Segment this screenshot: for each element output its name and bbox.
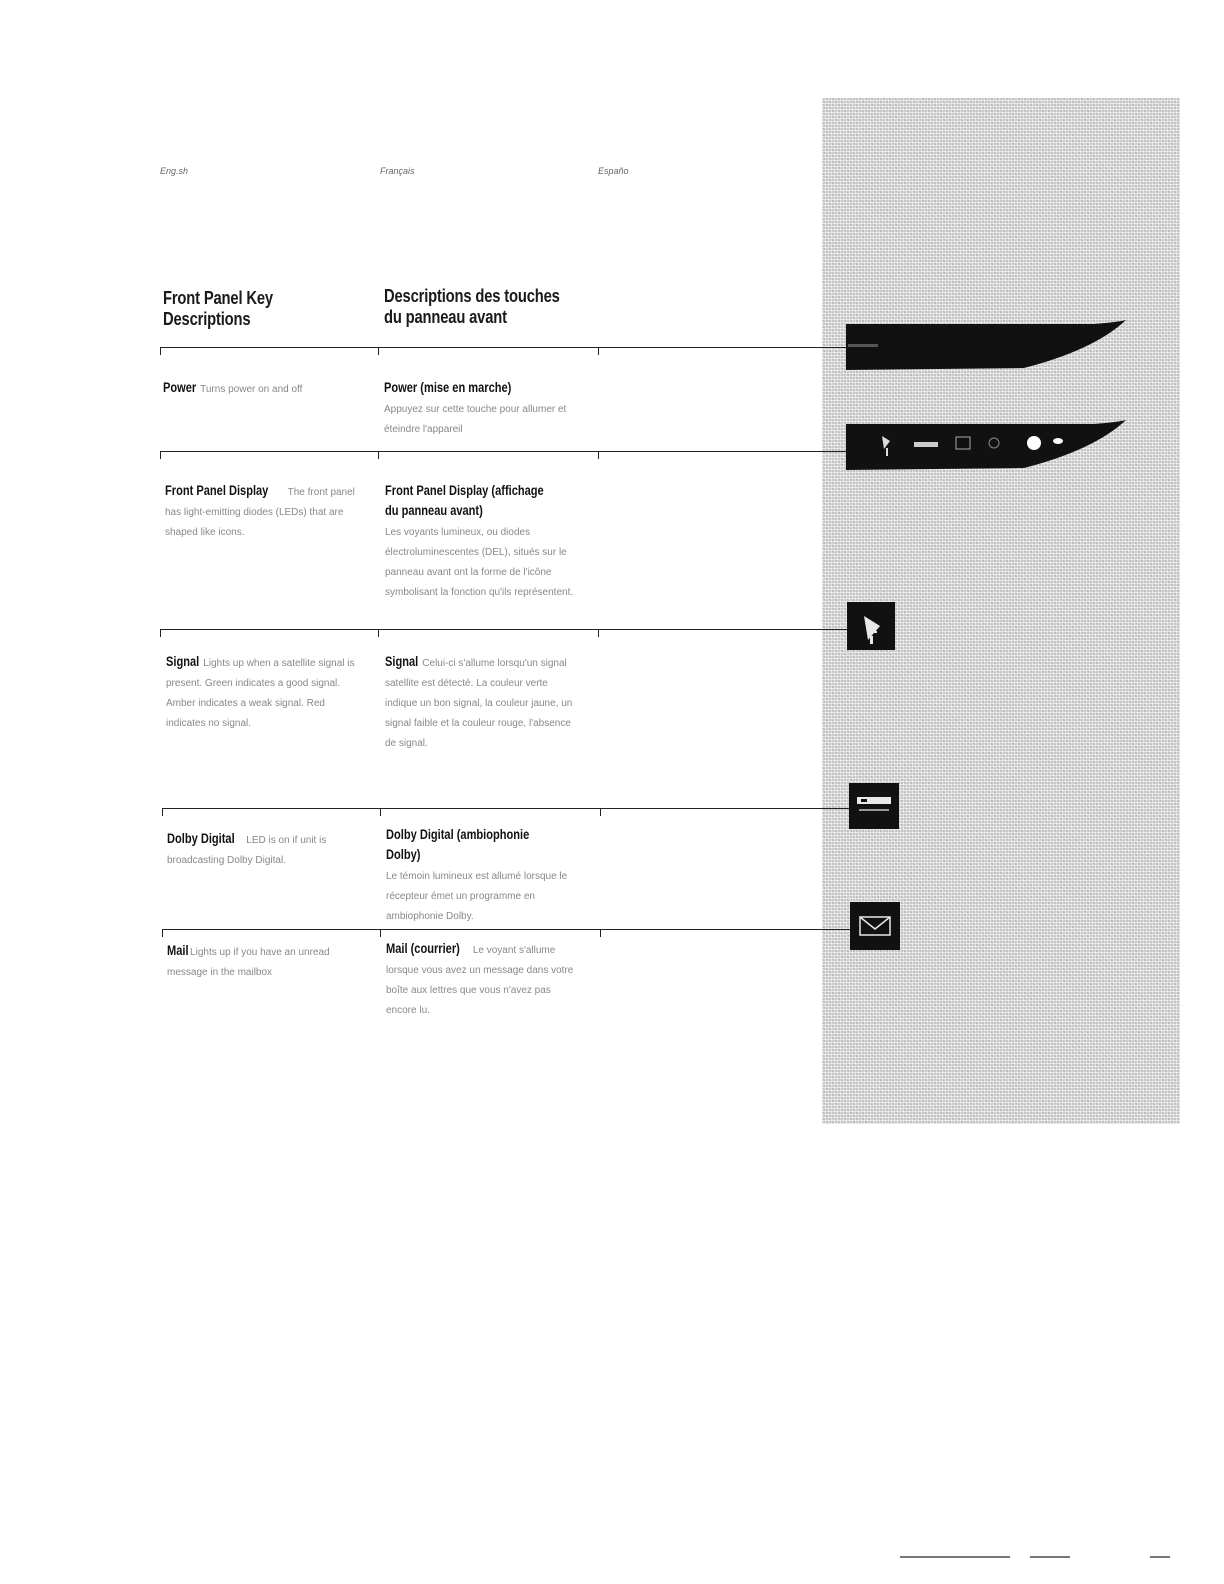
term-power-french: Power (mise en marche)	[384, 380, 512, 395]
rule-tick	[598, 451, 599, 459]
desc-power-french: Appuyez sur cette touche pour allumer et éteindre l'appareil	[384, 404, 567, 435]
scan-artifact	[1030, 1556, 1070, 1558]
rule-tick	[380, 929, 381, 937]
term-dolby-digital: Dolby Digital	[167, 831, 235, 846]
rule-tick	[598, 347, 599, 355]
rule-tick	[378, 629, 379, 637]
entry-signal-english	[166, 652, 362, 734]
term-dolby-digital-french: Dolby Digital (ambiophonie Dolby)	[386, 827, 530, 862]
desc-display-french: Les voyants lumineux, ou diodes électroluminescentes (DEL), situés sur le panneau avant ont la forme de l'icône symbolisant la fonction qu'ils représentent.	[385, 527, 574, 598]
receiver-panel-top-image	[844, 320, 1128, 372]
desc-dolby-french: Le témoin lumineux est allumé lorsque le récepteur émet un programme en ambiophonie Dolby.	[386, 871, 568, 922]
dolby-digital-icon	[849, 783, 899, 829]
scan-artifact	[1150, 1556, 1170, 1558]
heading-french-line1: Descriptions des touches	[384, 286, 560, 306]
desc-power-english: Turns power on and off	[200, 384, 303, 395]
entry-dolby-french	[386, 825, 580, 927]
heading-french	[384, 286, 560, 328]
signal-led-tile	[847, 602, 895, 650]
term-power: Power	[163, 380, 197, 395]
language-label-english: Eng.sh	[160, 166, 189, 176]
language-label-spanish: Españo	[598, 166, 629, 176]
rule-tick	[378, 451, 379, 459]
desc-mail-french: Le voyant s'allume lorsque vous avez un message dans votre boîte aux lettres que vous n'avez pas encore lu.	[386, 945, 574, 1016]
language-label-french: Français	[380, 166, 415, 176]
callout-rule-display	[160, 451, 850, 452]
receiver-panel-front-image	[844, 420, 1128, 472]
power-button-icon	[1027, 436, 1041, 450]
rule-tick	[160, 451, 161, 459]
desc-display-english: The front panel has light-emitting diodes (LEDs) that are shaped like icons.	[165, 487, 355, 538]
mail-envelope-icon	[850, 902, 900, 950]
rule-tick	[162, 929, 163, 937]
rule-tick	[600, 929, 601, 937]
rule-tick	[600, 808, 601, 816]
desc-mail-english: Lights up if you have an unread message in the mailbox	[167, 947, 330, 978]
entry-mail-english	[167, 941, 363, 983]
rule-tick	[160, 347, 161, 355]
satellite-dish-icon	[847, 602, 895, 650]
entry-dolby-english	[167, 829, 363, 871]
entry-power-english	[163, 378, 363, 400]
entry-mail-french	[386, 939, 576, 1021]
entry-signal-french	[385, 652, 575, 754]
term-signal: Signal	[166, 654, 200, 669]
heading-english	[163, 288, 273, 330]
term-mail-french: Mail (courrier)	[386, 941, 460, 956]
callout-rule-mail	[162, 929, 852, 930]
term-front-panel-display-french: Front Panel Display (affichage du panneau avant)	[385, 483, 544, 518]
rule-tick	[380, 808, 381, 816]
heading-english-line1: Front Panel Key	[163, 288, 273, 308]
desc-signal-french: Celui-ci s'allume lorsqu'un signal satellite est détecté. La couleur verte indique un bon signal, la couleur jaune, un signal faible et la couleur rouge, l'absence de signal.	[385, 658, 573, 749]
ir-sensor-icon	[1053, 438, 1063, 444]
term-mail: Mail	[167, 943, 189, 958]
callout-rule-signal	[160, 629, 850, 630]
rule-tick	[598, 629, 599, 637]
heading-french-line2: du panneau avant	[384, 307, 507, 327]
desc-dolby-english: LED is on if unit is broadcasting Dolby Digital.	[167, 835, 327, 866]
callout-rule-power	[160, 347, 850, 348]
desc-signal-english: Lights up when a satellite signal is present. Green indicates a good signal. Amber indicates a weak signal. Red indicates no signal.	[166, 658, 355, 729]
dolby-led-icon	[914, 442, 938, 447]
term-front-panel-display: Front Panel Display	[165, 483, 269, 498]
callout-rule-dolby	[162, 808, 852, 809]
entry-display-french	[385, 481, 577, 603]
dolby-led-tile	[849, 783, 899, 829]
rule-tick	[160, 629, 161, 637]
rule-tick	[162, 808, 163, 816]
mail-led-tile	[850, 902, 900, 950]
entry-power-french	[384, 378, 574, 440]
scan-artifact	[900, 1556, 1010, 1558]
rule-tick	[378, 347, 379, 355]
heading-english-line2: Descriptions	[163, 309, 251, 329]
term-signal-french: Signal	[385, 654, 419, 669]
entry-display-english	[165, 481, 365, 543]
